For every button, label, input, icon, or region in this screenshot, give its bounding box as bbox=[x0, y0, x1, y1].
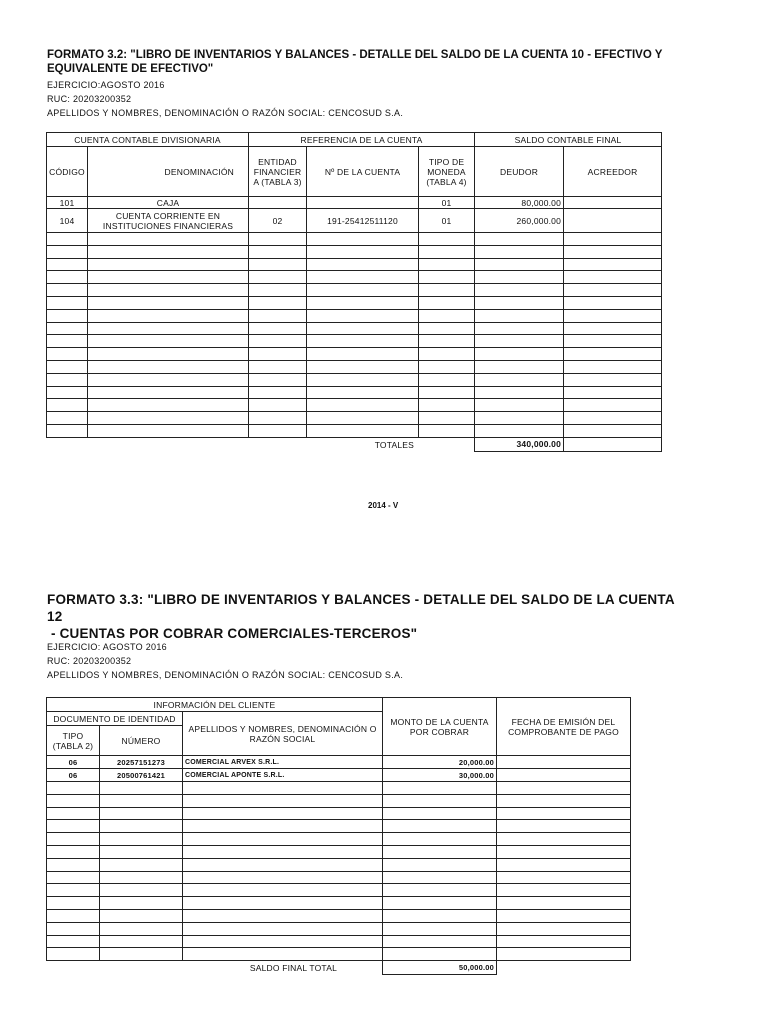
header-info-cliente: INFORMACIÓN DEL CLIENTE bbox=[47, 698, 383, 712]
empty-cell bbox=[307, 373, 419, 386]
group-header-referencia: REFERENCIA DE LA CUENTA bbox=[249, 133, 475, 147]
empty-row bbox=[47, 412, 662, 425]
empty-cell bbox=[564, 309, 662, 322]
empty-cell bbox=[47, 245, 88, 258]
empty-cell bbox=[307, 386, 419, 399]
empty-cell bbox=[307, 348, 419, 361]
empty-cell bbox=[475, 245, 564, 258]
cell-denominacion: CAJA bbox=[88, 197, 249, 209]
empty-cell bbox=[88, 412, 249, 425]
empty-cell bbox=[383, 884, 497, 897]
cell-codigo: 104 bbox=[47, 209, 88, 233]
empty-cell bbox=[47, 322, 88, 335]
cell-nombre: COMERCIAL ARVEX S.R.L. bbox=[183, 756, 383, 769]
empty-cell bbox=[88, 424, 249, 437]
empty-cell bbox=[47, 833, 100, 846]
empty-cell bbox=[47, 424, 88, 437]
total-acreedor bbox=[564, 437, 662, 451]
empty-cell bbox=[307, 412, 419, 425]
empty-cell bbox=[100, 884, 183, 897]
empty-cell bbox=[564, 386, 662, 399]
empty-row bbox=[47, 245, 662, 258]
cell-monto: 30,000.00 bbox=[383, 769, 497, 782]
empty-cell bbox=[497, 820, 631, 833]
empty-cell bbox=[564, 296, 662, 309]
empty-cell bbox=[564, 284, 662, 297]
empty-cell bbox=[100, 922, 183, 935]
header-acreedor: ACREEDOR bbox=[564, 147, 662, 197]
empty-cell bbox=[383, 833, 497, 846]
empty-cell bbox=[419, 424, 475, 437]
empty-cell bbox=[564, 360, 662, 373]
cell-tipo: 06 bbox=[47, 756, 100, 769]
empty-cell bbox=[183, 871, 383, 884]
section2-razon-social: APELLIDOS Y NOMBRES, DENOMINACIÓN O RAZÓN SOCIAL: CENCOSUD S.A. bbox=[47, 670, 404, 680]
empty-cell bbox=[47, 897, 100, 910]
empty-cell bbox=[47, 399, 88, 412]
empty-cell bbox=[47, 948, 100, 961]
empty-row bbox=[47, 884, 631, 897]
empty-cell bbox=[383, 922, 497, 935]
empty-cell bbox=[88, 335, 249, 348]
cell-fecha bbox=[497, 769, 631, 782]
empty-cell bbox=[100, 909, 183, 922]
empty-cell bbox=[249, 271, 307, 284]
empty-cell bbox=[383, 820, 497, 833]
empty-cell bbox=[383, 807, 497, 820]
cell-numero: 20500761421 bbox=[100, 769, 183, 782]
empty-cell bbox=[249, 399, 307, 412]
empty-cell bbox=[100, 897, 183, 910]
table-row bbox=[47, 197, 662, 209]
empty-cell bbox=[183, 820, 383, 833]
section2-ruc: RUC: 20203200352 bbox=[47, 656, 132, 666]
empty-cell bbox=[183, 845, 383, 858]
empty-cell bbox=[249, 233, 307, 246]
empty-cell bbox=[88, 386, 249, 399]
header-nombres: APELLIDOS Y NOMBRES, DENOMINACIÓN O RAZÓN SOCIAL bbox=[183, 712, 383, 756]
cell-denominacion: CUENTA CORRIENTE EN INSTITUCIONES FINANCIERAS bbox=[88, 209, 249, 233]
empty-row bbox=[47, 348, 662, 361]
cuenta10-table bbox=[46, 132, 662, 452]
empty-cell bbox=[383, 897, 497, 910]
empty-cell bbox=[307, 233, 419, 246]
total-deudor: 340,000.00 bbox=[475, 437, 564, 451]
empty-row bbox=[47, 399, 662, 412]
empty-cell bbox=[88, 284, 249, 297]
group-header-cuenta: CUENTA CONTABLE DIVISIONARIA bbox=[47, 133, 249, 147]
empty-cell bbox=[47, 258, 88, 271]
empty-cell bbox=[88, 348, 249, 361]
empty-cell bbox=[47, 782, 100, 795]
empty-cell bbox=[475, 258, 564, 271]
empty-row bbox=[47, 858, 631, 871]
empty-cell bbox=[419, 386, 475, 399]
empty-cell bbox=[47, 271, 88, 284]
empty-cell bbox=[307, 399, 419, 412]
empty-row bbox=[47, 845, 631, 858]
empty-row bbox=[47, 258, 662, 271]
empty-cell bbox=[47, 935, 100, 948]
empty-cell bbox=[88, 296, 249, 309]
empty-row bbox=[47, 386, 662, 399]
empty-row bbox=[47, 233, 662, 246]
empty-row bbox=[47, 271, 662, 284]
empty-cell bbox=[47, 858, 100, 871]
empty-cell bbox=[475, 386, 564, 399]
header-entidad: ENTIDAD FINANCIER A (TABLA 3) bbox=[249, 147, 307, 197]
page-label: 2014 - V bbox=[368, 501, 399, 510]
table-row bbox=[47, 209, 662, 233]
empty-row bbox=[47, 782, 631, 795]
cell-cuenta bbox=[307, 197, 419, 209]
cell-moneda: 01 bbox=[419, 197, 475, 209]
section2-title bbox=[47, 591, 687, 642]
empty-cell bbox=[475, 296, 564, 309]
cell-deudor: 260,000.00 bbox=[475, 209, 564, 233]
empty-cell bbox=[475, 348, 564, 361]
empty-cell bbox=[183, 897, 383, 910]
empty-cell bbox=[307, 424, 419, 437]
empty-cell bbox=[307, 284, 419, 297]
header-codigo: CÓDIGO bbox=[47, 147, 88, 197]
empty-row bbox=[47, 424, 662, 437]
empty-cell bbox=[419, 373, 475, 386]
empty-cell bbox=[47, 335, 88, 348]
cell-numero: 20257151273 bbox=[100, 756, 183, 769]
empty-cell bbox=[307, 296, 419, 309]
empty-cell bbox=[88, 360, 249, 373]
empty-cell bbox=[88, 233, 249, 246]
empty-cell bbox=[497, 948, 631, 961]
empty-cell bbox=[497, 807, 631, 820]
empty-cell bbox=[249, 373, 307, 386]
empty-cell bbox=[475, 360, 564, 373]
empty-cell bbox=[419, 322, 475, 335]
empty-cell bbox=[47, 909, 100, 922]
empty-cell bbox=[419, 258, 475, 271]
empty-cell bbox=[47, 309, 88, 322]
empty-row bbox=[47, 360, 662, 373]
empty-cell bbox=[383, 782, 497, 795]
empty-cell bbox=[419, 399, 475, 412]
empty-cell bbox=[249, 335, 307, 348]
empty-cell bbox=[497, 935, 631, 948]
empty-cell bbox=[475, 412, 564, 425]
empty-row bbox=[47, 820, 631, 833]
empty-row bbox=[47, 794, 631, 807]
empty-cell bbox=[88, 271, 249, 284]
empty-cell bbox=[475, 271, 564, 284]
empty-cell bbox=[47, 807, 100, 820]
empty-cell bbox=[183, 884, 383, 897]
empty-row bbox=[47, 909, 631, 922]
empty-cell bbox=[183, 782, 383, 795]
empty-cell bbox=[249, 424, 307, 437]
empty-cell bbox=[497, 922, 631, 935]
empty-cell bbox=[383, 871, 497, 884]
empty-cell bbox=[100, 820, 183, 833]
empty-cell bbox=[88, 245, 249, 258]
empty-cell bbox=[564, 322, 662, 335]
empty-cell bbox=[475, 284, 564, 297]
empty-row bbox=[47, 807, 631, 820]
empty-cell bbox=[249, 296, 307, 309]
empty-row bbox=[47, 284, 662, 297]
saldo-final-label: SALDO FINAL TOTAL bbox=[249, 962, 337, 973]
cell-tipo: 06 bbox=[47, 769, 100, 782]
empty-cell bbox=[307, 309, 419, 322]
header-moneda: TIPO DE MONEDA (TABLA 4) bbox=[419, 147, 475, 197]
empty-row bbox=[47, 897, 631, 910]
cell-deudor: 80,000.00 bbox=[475, 197, 564, 209]
section1-title: FORMATO 3.2: "LIBRO DE INVENTARIOS Y BALANCES - DETALLE DEL SALDO DE LA CUENTA 10 - EFECTIVO Y EQUIVALENTE DE EFECTIVO" bbox=[47, 49, 663, 75]
empty-cell bbox=[249, 245, 307, 258]
empty-cell bbox=[419, 360, 475, 373]
empty-cell bbox=[419, 284, 475, 297]
section1-ejercicio: EJERCICIO:AGOSTO 2016 bbox=[47, 80, 165, 90]
empty-cell bbox=[419, 309, 475, 322]
empty-cell bbox=[47, 820, 100, 833]
cell-codigo: 101 bbox=[47, 197, 88, 209]
empty-cell bbox=[564, 245, 662, 258]
header-tipo: TIPO (TABLA 2) bbox=[47, 726, 100, 756]
empty-cell bbox=[47, 386, 88, 399]
empty-cell bbox=[497, 833, 631, 846]
empty-cell bbox=[475, 335, 564, 348]
table-row bbox=[47, 756, 631, 769]
empty-cell bbox=[100, 807, 183, 820]
empty-cell bbox=[564, 373, 662, 386]
empty-cell bbox=[183, 909, 383, 922]
empty-cell bbox=[100, 935, 183, 948]
empty-cell bbox=[564, 271, 662, 284]
empty-row bbox=[47, 948, 631, 961]
empty-cell bbox=[249, 348, 307, 361]
group-header-saldo: SALDO CONTABLE FINAL bbox=[475, 133, 662, 147]
empty-cell bbox=[100, 845, 183, 858]
header-doc-identidad: DOCUMENTO DE IDENTIDAD bbox=[47, 712, 183, 726]
empty-row bbox=[47, 373, 662, 386]
saldo-final-total: 50,000.00 bbox=[383, 961, 497, 975]
empty-cell bbox=[88, 373, 249, 386]
empty-cell bbox=[88, 309, 249, 322]
empty-cell bbox=[47, 412, 88, 425]
empty-cell bbox=[47, 296, 88, 309]
empty-cell bbox=[419, 296, 475, 309]
empty-cell bbox=[419, 412, 475, 425]
empty-cell bbox=[564, 399, 662, 412]
empty-cell bbox=[383, 794, 497, 807]
empty-cell bbox=[419, 233, 475, 246]
empty-cell bbox=[249, 309, 307, 322]
empty-cell bbox=[249, 258, 307, 271]
empty-row bbox=[47, 922, 631, 935]
header-denominacion: DENOMINACIÓN bbox=[88, 147, 249, 197]
empty-cell bbox=[183, 922, 383, 935]
empty-cell bbox=[564, 424, 662, 437]
empty-cell bbox=[249, 322, 307, 335]
empty-cell bbox=[564, 258, 662, 271]
empty-cell bbox=[88, 322, 249, 335]
section2-title-line1: FORMATO 3.3: "LIBRO DE INVENTARIOS Y BALANCES - DETALLE DEL SALDO DE LA CUENTA 12 bbox=[47, 592, 675, 624]
empty-cell bbox=[249, 386, 307, 399]
empty-cell bbox=[307, 322, 419, 335]
empty-cell bbox=[183, 935, 383, 948]
empty-cell bbox=[249, 284, 307, 297]
empty-row bbox=[47, 322, 662, 335]
empty-cell bbox=[88, 399, 249, 412]
cell-cuenta: 191-25412511120 bbox=[307, 209, 419, 233]
empty-cell bbox=[183, 833, 383, 846]
section1-razon-social: APELLIDOS Y NOMBRES, DENOMINACIÓN O RAZÓN SOCIAL: CENCOSUD S.A. bbox=[47, 108, 404, 118]
header-fecha: FECHA DE EMISIÓN DEL COMPROBANTE DE PAGO bbox=[497, 698, 631, 756]
empty-cell bbox=[497, 884, 631, 897]
empty-cell bbox=[100, 782, 183, 795]
empty-cell bbox=[47, 360, 88, 373]
empty-cell bbox=[47, 871, 100, 884]
empty-cell bbox=[47, 884, 100, 897]
empty-cell bbox=[497, 845, 631, 858]
empty-row bbox=[47, 309, 662, 322]
empty-cell bbox=[383, 935, 497, 948]
empty-cell bbox=[383, 845, 497, 858]
empty-cell bbox=[47, 348, 88, 361]
empty-cell bbox=[383, 909, 497, 922]
empty-cell bbox=[47, 845, 100, 858]
cell-acreedor bbox=[564, 197, 662, 209]
header-monto: MONTO DE LA CUENTA POR COBRAR bbox=[383, 698, 497, 756]
empty-cell bbox=[497, 909, 631, 922]
empty-cell bbox=[249, 412, 307, 425]
empty-cell bbox=[475, 424, 564, 437]
empty-cell bbox=[475, 233, 564, 246]
empty-cell bbox=[47, 794, 100, 807]
empty-cell bbox=[419, 335, 475, 348]
empty-cell bbox=[100, 858, 183, 871]
empty-cell bbox=[47, 922, 100, 935]
empty-cell bbox=[307, 335, 419, 348]
empty-cell bbox=[183, 807, 383, 820]
empty-row bbox=[47, 335, 662, 348]
empty-cell bbox=[249, 360, 307, 373]
empty-cell bbox=[564, 233, 662, 246]
empty-cell bbox=[497, 897, 631, 910]
empty-cell bbox=[183, 948, 383, 961]
empty-row bbox=[47, 833, 631, 846]
empty-cell bbox=[47, 284, 88, 297]
empty-cell bbox=[100, 871, 183, 884]
cell-entidad bbox=[249, 197, 307, 209]
cell-acreedor bbox=[564, 209, 662, 233]
empty-cell bbox=[383, 858, 497, 871]
cell-entidad: 02 bbox=[249, 209, 307, 233]
empty-cell bbox=[419, 348, 475, 361]
header-cuenta: Nº DE LA CUENTA bbox=[307, 147, 419, 197]
empty-cell bbox=[564, 348, 662, 361]
empty-cell bbox=[497, 858, 631, 871]
empty-cell bbox=[88, 258, 249, 271]
empty-cell bbox=[307, 245, 419, 258]
empty-cell bbox=[564, 335, 662, 348]
empty-cell bbox=[497, 782, 631, 795]
empty-row bbox=[47, 935, 631, 948]
table-row bbox=[47, 769, 631, 782]
empty-row bbox=[47, 871, 631, 884]
empty-cell bbox=[419, 245, 475, 258]
section2-title-line2: - CUENTAS POR COBRAR COMERCIALES-TERCEROS" bbox=[47, 626, 418, 641]
empty-cell bbox=[100, 833, 183, 846]
empty-row bbox=[47, 296, 662, 309]
empty-cell bbox=[47, 233, 88, 246]
empty-cell bbox=[100, 948, 183, 961]
empty-cell bbox=[497, 794, 631, 807]
empty-cell bbox=[47, 373, 88, 386]
empty-cell bbox=[183, 858, 383, 871]
empty-cell bbox=[383, 948, 497, 961]
empty-cell bbox=[564, 412, 662, 425]
cell-monto: 20,000.00 bbox=[383, 756, 497, 769]
cell-moneda: 01 bbox=[419, 209, 475, 233]
empty-cell bbox=[497, 871, 631, 884]
cell-nombre: COMERCIAL APONTE S.R.L. bbox=[183, 769, 383, 782]
section1-ruc: RUC: 20203200352 bbox=[47, 94, 132, 104]
empty-cell bbox=[475, 399, 564, 412]
totales-label: TOTALES bbox=[374, 439, 415, 450]
section2-ejercicio: EJERCICIO: AGOSTO 2016 bbox=[47, 642, 167, 652]
empty-cell bbox=[475, 373, 564, 386]
empty-cell bbox=[475, 322, 564, 335]
header-deudor: DEUDOR bbox=[475, 147, 564, 197]
empty-cell bbox=[183, 794, 383, 807]
empty-cell bbox=[307, 271, 419, 284]
header-numero: NÚMERO bbox=[100, 726, 183, 756]
empty-cell bbox=[100, 794, 183, 807]
empty-cell bbox=[475, 309, 564, 322]
cuenta12-table bbox=[46, 697, 631, 975]
cell-fecha bbox=[497, 756, 631, 769]
empty-cell bbox=[307, 360, 419, 373]
empty-cell bbox=[307, 258, 419, 271]
empty-cell bbox=[419, 271, 475, 284]
